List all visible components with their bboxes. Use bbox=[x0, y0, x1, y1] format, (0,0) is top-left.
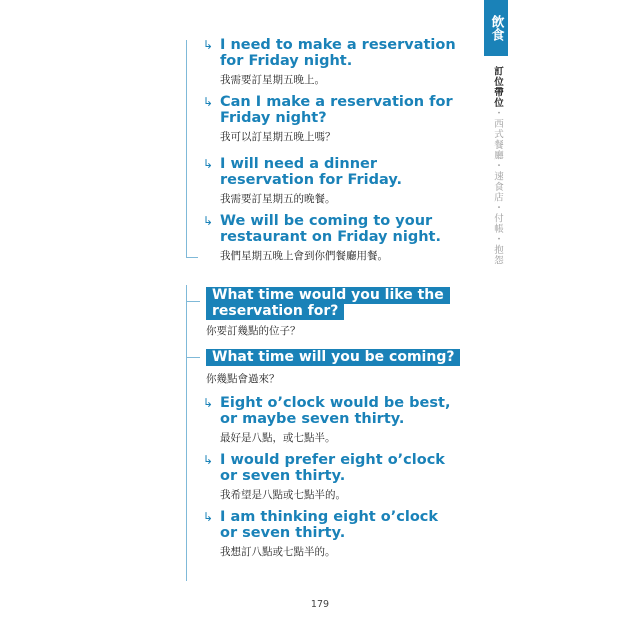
bracket-line-top bbox=[186, 40, 187, 257]
arrow-icon: ↳ bbox=[203, 157, 214, 171]
phrase-item bbox=[203, 509, 473, 559]
phrase-line: or seven thirty. bbox=[220, 525, 346, 541]
phrase-english bbox=[220, 509, 473, 541]
phrase-line: or seven thirty. bbox=[220, 468, 346, 484]
phrase-chinese: 我想訂八點或七點半的。 bbox=[220, 546, 336, 558]
phrase-english bbox=[220, 395, 473, 427]
phrase-chinese: 最好是八點，或七點半。 bbox=[220, 432, 336, 444]
bracket-foot-top bbox=[186, 257, 198, 258]
arrow-icon: ↳ bbox=[203, 38, 214, 52]
phrase-english: We will be coming to your restaurant on Friday night. bbox=[220, 213, 441, 245]
question-chinese: 你要訂幾點的位子？ bbox=[206, 325, 301, 337]
bracket-tick bbox=[186, 301, 200, 302]
phrase-item bbox=[203, 395, 473, 445]
phrase-item bbox=[203, 94, 473, 144]
other-subsections: ・西式餐廳・速食店・付帳・抱怨 bbox=[492, 108, 503, 266]
phrase-english bbox=[220, 452, 473, 484]
arrow-icon: ↳ bbox=[203, 214, 214, 228]
phrase-english: I will need a dinner reservation for Friday. bbox=[220, 156, 402, 188]
phrase-english: I need to make a reservation for Friday night. bbox=[220, 37, 456, 69]
phrase-item bbox=[203, 156, 473, 206]
section-tab[interactable]: 飲食 bbox=[484, 0, 508, 56]
phrase-chinese: 我希望是八點或七點半的。 bbox=[220, 489, 346, 501]
question-chinese: 你幾點會過來？ bbox=[206, 373, 280, 385]
section-index bbox=[487, 66, 505, 266]
arrow-icon: ↳ bbox=[203, 396, 214, 410]
phrase-line: I would prefer eight o’clock bbox=[220, 452, 445, 468]
phrase-chinese: 我可以訂星期五晚上嗎？ bbox=[220, 131, 336, 143]
phrase-chinese: 我需要訂星期五晚上。 bbox=[220, 74, 325, 86]
arrow-icon: ↳ bbox=[203, 453, 214, 467]
question-heading bbox=[206, 349, 460, 366]
phrase-item bbox=[203, 213, 473, 263]
question-line: reservation for? bbox=[212, 303, 339, 319]
bracket-tick bbox=[186, 357, 200, 358]
phrase-item bbox=[203, 37, 473, 87]
question-heading bbox=[206, 287, 450, 304]
arrow-icon: ↳ bbox=[203, 510, 214, 524]
phrase-item bbox=[203, 452, 473, 502]
current-subsection: 訂位帶位 bbox=[492, 66, 503, 108]
question-heading bbox=[206, 303, 344, 320]
question-line: What time would you like the bbox=[212, 287, 444, 303]
phrase-english: Can I make a reservation for Friday night? bbox=[220, 94, 453, 126]
bracket-line-bottom bbox=[186, 285, 187, 581]
phrase-line: Eight o’clock would be best, bbox=[220, 395, 451, 411]
arrow-icon: ↳ bbox=[203, 95, 214, 109]
phrase-chinese: 我們星期五晚上會到你們餐廳用餐。 bbox=[220, 250, 388, 262]
phrase-line: I am thinking eight o’clock bbox=[220, 509, 439, 525]
phrase-chinese: 我需要訂星期五的晚餐。 bbox=[220, 193, 336, 205]
question-line: What time will you be coming? bbox=[212, 349, 455, 365]
phrase-line: or maybe seven thirty. bbox=[220, 411, 405, 427]
page-number: 179 bbox=[310, 599, 330, 610]
